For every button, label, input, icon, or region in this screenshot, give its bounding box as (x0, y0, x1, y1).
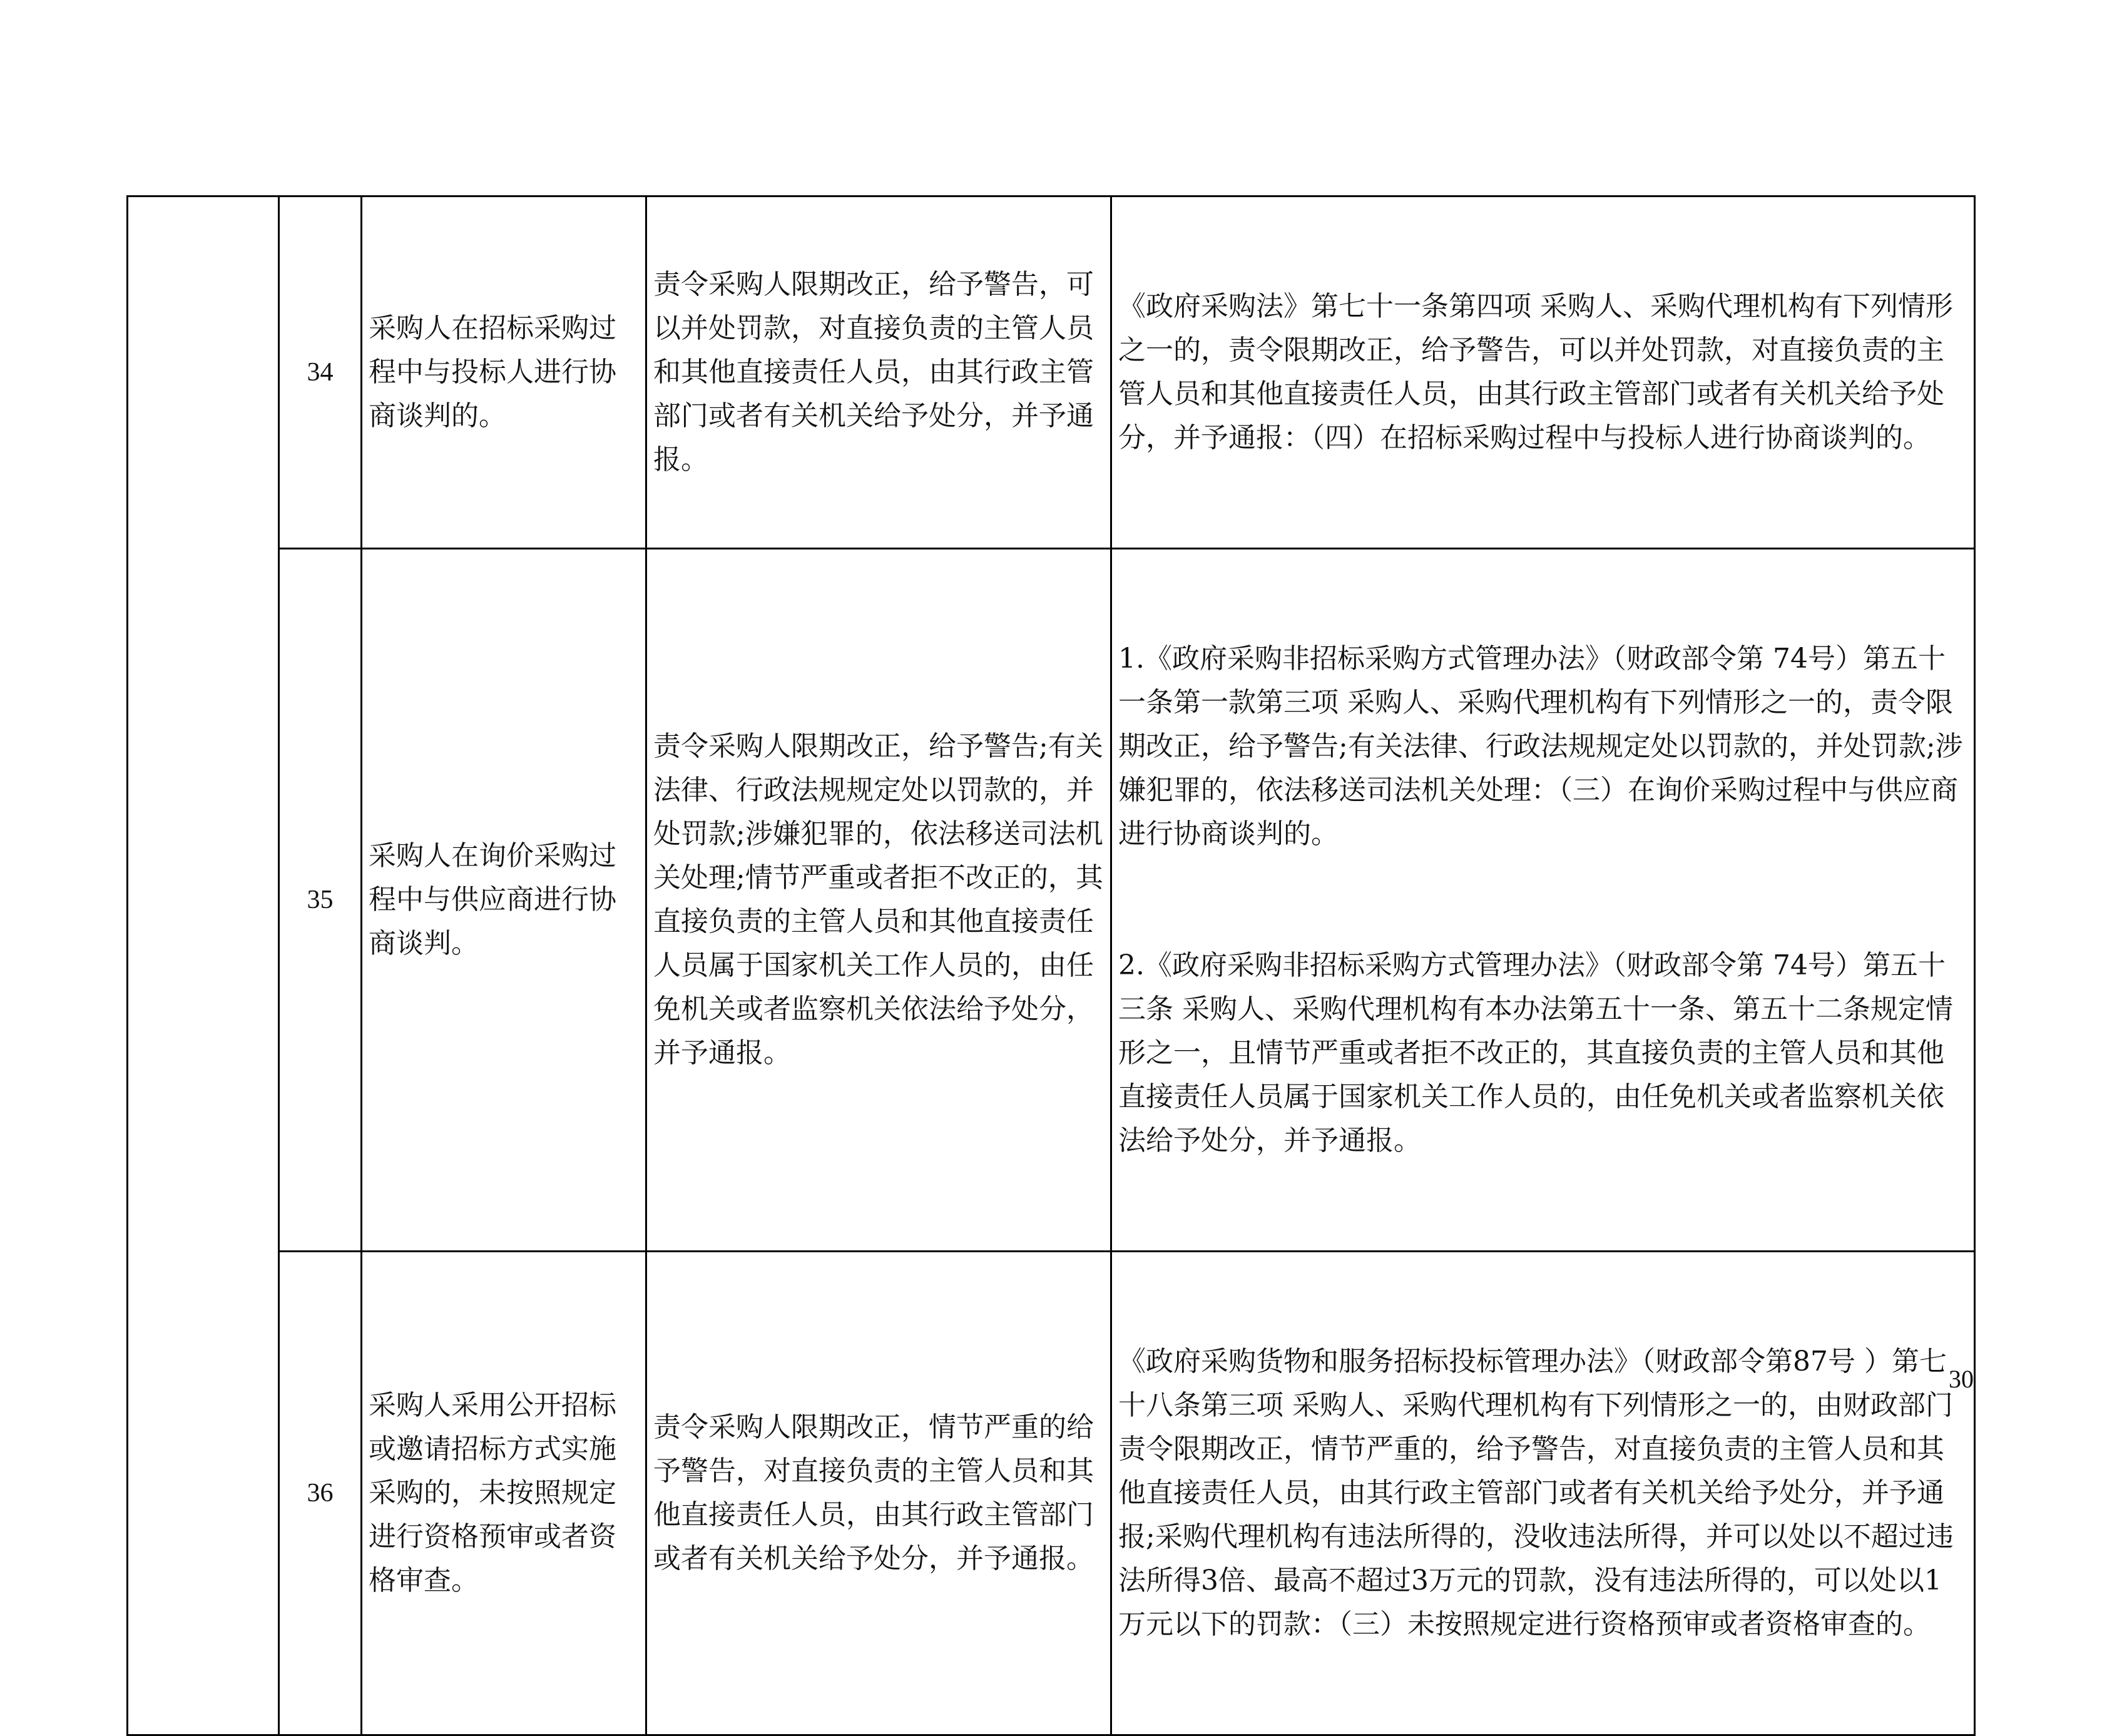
legal-basis (1111, 1252, 1975, 1735)
table-row (128, 549, 1975, 1252)
category-cell (128, 197, 279, 1735)
penalty-measure: 责令采购人限期改正，情节严重的给予警告，对直接负责的主管人员和其他直接责任人员，由其行政主管部门或者有关机关给予处分，并予通报。 (646, 1252, 1111, 1735)
row-number: 34 (279, 197, 362, 549)
penalty-table (126, 195, 1976, 1736)
row-number: 35 (279, 549, 362, 1252)
legal-basis-paragraph: 2.《政府采购非招标采购方式管理办法》（财政部令第 74号）第五十三条 采购人、采购代理机构有本办法第五十一条、第五十二条规定情形之一，且情节严重或者拒不改正的，其直接负责的主管人员和其他直接责任人员属于国家机关工作人员的，由任免机关或者监察机关依法给予处分，并予通报。 (1118, 949, 1953, 1156)
violation-description: 采购人在询价采购过程中与供应商进行协商谈判。 (362, 549, 646, 1252)
table-row (128, 197, 1975, 549)
legal-basis-paragraph: 《政府采购货物和服务招标投标管理办法》（财政部令第87号 ）第七十八条第三项 采购人、采购代理机构有下列情形之一的，由财政部门责令限期改正，情节严重的，给予警告，对直接负责的主管人员和其他直接责任人员，由其行政主管部门或者有关机关给予处分，并予通报;采购代理机构有违法所得的，没收违法所得，并可以处以不超过违法所得3倍、最高不超过3万元的罚款，没有违法所得的，可以处以1万元以下的罚款：（三）未按照规定进行资格预审或者资格审查的。 (1118, 1345, 1954, 1640)
legal-basis-paragraph: 1.《政府采购非招标采购方式管理办法》（财政部令第 74号）第五十一条第一款第三项 采购人、采购代理机构有下列情形之一的，责令限期改正，给予警告;有关法律、行政法规规定处以罚款的，并处罚款;涉嫌犯罪的，依法移送司法机关处理：（三）在询价采购过程中与供应商进行协商谈判的。 (1118, 643, 1963, 850)
page-number: 30 (1949, 1365, 1974, 1393)
penalty-measure: 责令采购人限期改正，给予警告，可以并处罚款，对直接负责的主管人员和其他直接责任人员，由其行政主管部门或者有关机关给予处分，并予通报。 (646, 197, 1111, 549)
table-row (128, 1252, 1975, 1735)
penalty-measure: 责令采购人限期改正，给予警告;有关法律、行政法规规定处以罚款的，并处罚款;涉嫌犯罪的，依法移送司法机关处理;情节严重或者拒不改正的，其直接负责的主管人员和其他直接责任人员属于国家机关工作人员的，由任免机关或者监察机关依法给予处分，并予通报。 (646, 549, 1111, 1252)
legal-basis (1111, 549, 1975, 1252)
violation-description: 采购人在招标采购过程中与投标人进行协商谈判的。 (362, 197, 646, 549)
legal-basis (1111, 197, 1975, 549)
violation-description: 采购人采用公开招标或邀请招标方式实施采购的，未按照规定进行资格预审或者资格审查。 (362, 1252, 646, 1735)
legal-basis-paragraph: 《政府采购法》第七十一条第四项 采购人、采购代理机构有下列情形之一的，责令限期改正，给予警告，可以并处罚款，对直接负责的主管人员和其他直接责任人员，由其行政主管部门或者有关机关给予处分，并予通报：（四）在招标采购过程中与投标人进行协商谈判的。 (1118, 290, 1953, 454)
row-number: 36 (279, 1252, 362, 1735)
